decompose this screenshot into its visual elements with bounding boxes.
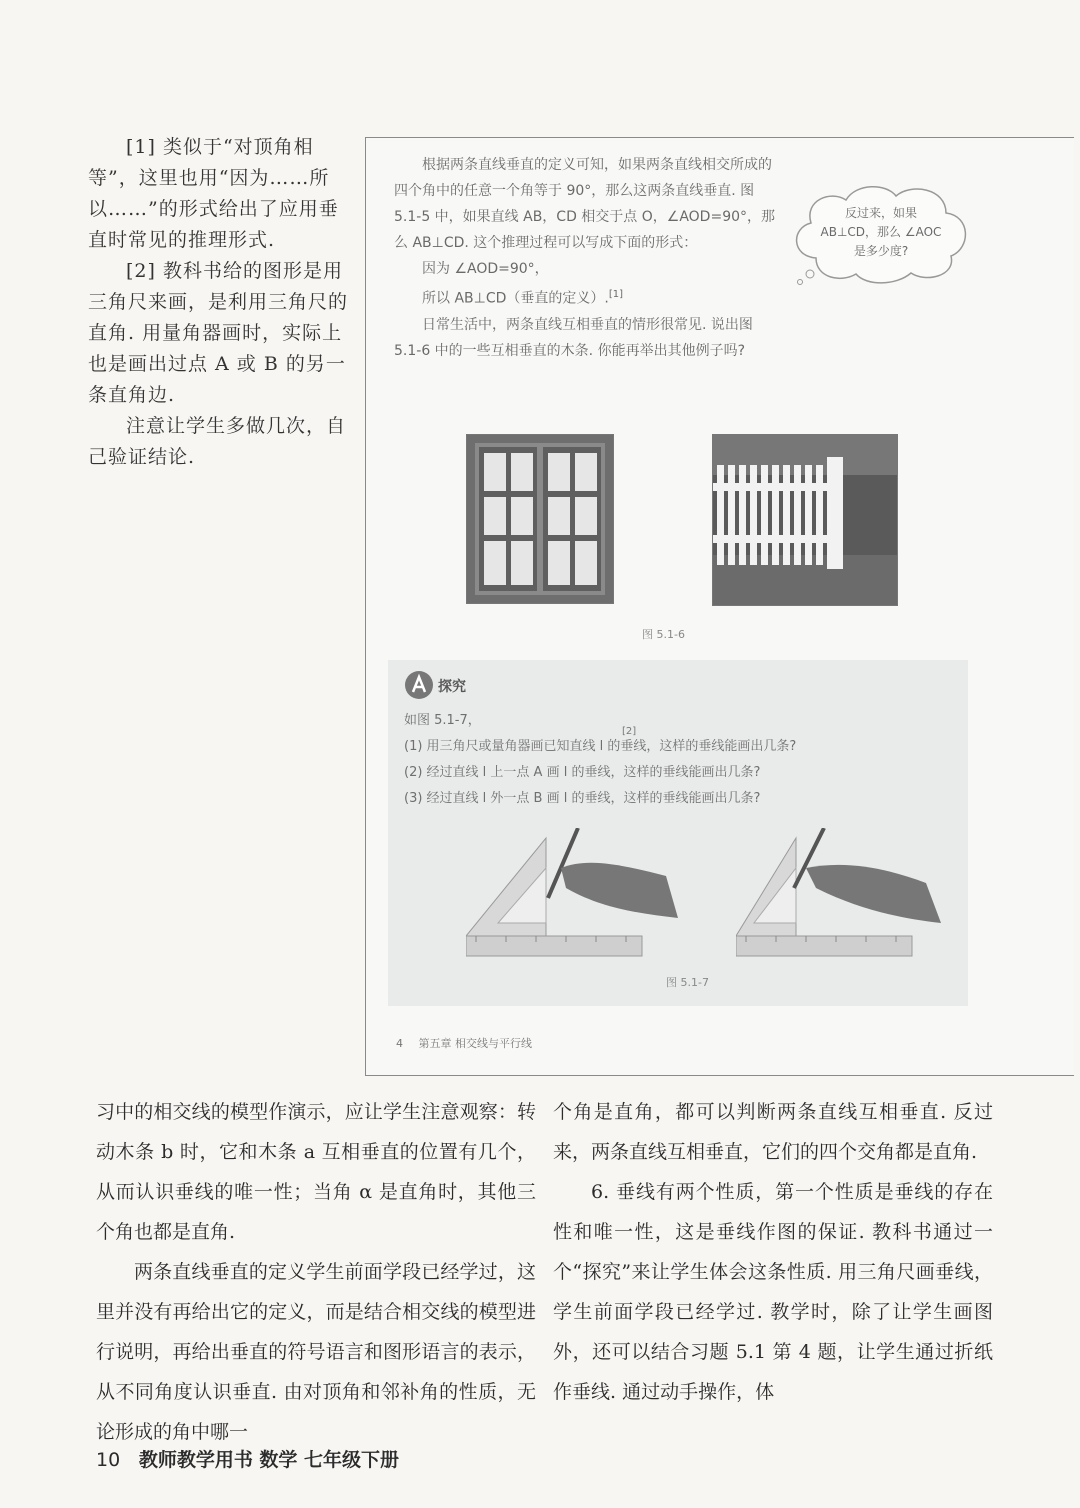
book-title: 教师教学用书 数学 七年级下册 bbox=[138, 1449, 400, 1471]
textbook-chapter-title: 第五章 相交线与平行线 bbox=[418, 1037, 532, 1050]
annotation-mark-2: [2] bbox=[622, 726, 637, 737]
cloud-question: 反过来，如果 AB⊥CD，那么 ∠AOC 是多少度? bbox=[820, 206, 942, 258]
window-photo bbox=[466, 434, 614, 604]
page-footer bbox=[96, 1445, 399, 1472]
body-column-left bbox=[96, 1092, 536, 1452]
explore-item-2: (2) 经过直线 l 上一点 A 画 l 的垂线，这样的垂线能画出几条? bbox=[404, 765, 761, 780]
explore-icon bbox=[404, 670, 434, 700]
figure-5-1-6-caption: 图 5.1-6 bbox=[642, 628, 685, 641]
textbook-page-scan bbox=[365, 137, 1074, 1076]
explore-item-3: (3) 经过直线 l 外一点 B 画 l 的垂线，这样的垂线能画出几条? bbox=[404, 791, 761, 806]
textbook-para-2: 日常生活中，两条直线互相垂直的情形很常见. 说出图 5.1-6 中的一些互相垂直的木条. 你能再举出其他例子吗? bbox=[394, 316, 753, 359]
explore-item-1: (1) 用三角尺或量角器画已知直线 l 的垂线，这样的垂线能画出几条? bbox=[404, 739, 797, 754]
textbook-because-line: 因为 ∠AOD=90°， bbox=[422, 261, 549, 277]
fence-photo bbox=[712, 434, 898, 606]
explore-title: 探究 bbox=[438, 679, 466, 695]
drawing-illustration-left bbox=[466, 828, 696, 968]
body-right-para-2: 6. 垂线有两个性质，第一个性质是垂线的存在性和唯一性，这是垂线作图的保证. 教科书通过一个“探究”来让学生体会这条性质. 用三角尺画垂线，学生前面学段已经学过. 教学时，除了让学生画图外，还可以结合习题 5.1 第 4 题，让学生通过折纸作垂线. 通过动手操作，体 bbox=[553, 1181, 993, 1403]
annotation-mark-1: [1] bbox=[608, 289, 624, 300]
explore-text bbox=[404, 708, 964, 812]
margin-note-2: [2] 教科书给的图形是用三角尺来画，是利用三角尺的直角. 用量角器画时，实际上也是画出过点 A 或 B 的另一条直角边. bbox=[88, 260, 349, 406]
margin-note-1: [1] 类似于“对顶角相等”，这里也用“因为……所以……”的形式给出了应用垂直时常见的推理形式. bbox=[88, 136, 339, 251]
margin-note-3: 注意让学生多做几次，自己验证结论. bbox=[88, 415, 347, 468]
textbook-text bbox=[394, 152, 784, 364]
textbook-so-line: 所以 AB⊥CD（垂直的定义）.[1] bbox=[422, 289, 624, 307]
figure-5-1-7-caption: 图 5.1-7 bbox=[666, 976, 709, 989]
body-right-para-1: 个角是直角，都可以判断两条直线互相垂直. 反过来，两条直线互相垂直，它们的四个交角都是直角. bbox=[553, 1101, 993, 1163]
textbook-page-footer bbox=[396, 1035, 532, 1051]
textbook-para-1: 根据两条直线垂直的定义可知，如果两条直线相交所成的四个角中的任意一个角等于 90°，那么这两条直线垂直. 图 5.1-5 中，如果直线 AB，CD 相交于点 O，∠AOD=90°，那么 AB⊥CD. 这个推理过程可以写成下面的形式： bbox=[394, 157, 776, 251]
explore-intro: 如图 5.1-7， bbox=[404, 713, 481, 728]
margin-notes bbox=[88, 132, 350, 473]
drawing-illustration-right bbox=[736, 828, 966, 968]
page-number: 10 bbox=[96, 1449, 121, 1471]
textbook-page-number: 4 bbox=[396, 1037, 403, 1050]
body-left-para-2: 两条直线垂直的定义学生前面学段已经学过，这里并没有再给出它的定义，而是结合相交线的模型进行说明，再给出垂直的符号语言和图形语言的表示，从不同角度认识垂直. 由对顶角和邻补角的性质，无论形成的角中哪一 bbox=[96, 1261, 536, 1443]
body-left-para-1: 习中的相交线的模型作演示，应让学生注意观察：转动木条 b 时，它和木条 a 互相垂直的位置有几个，从而认识垂线的唯一性；当角 α 是直角时，其他三个角也都是直角. bbox=[96, 1101, 536, 1243]
body-column-right bbox=[553, 1092, 993, 1412]
